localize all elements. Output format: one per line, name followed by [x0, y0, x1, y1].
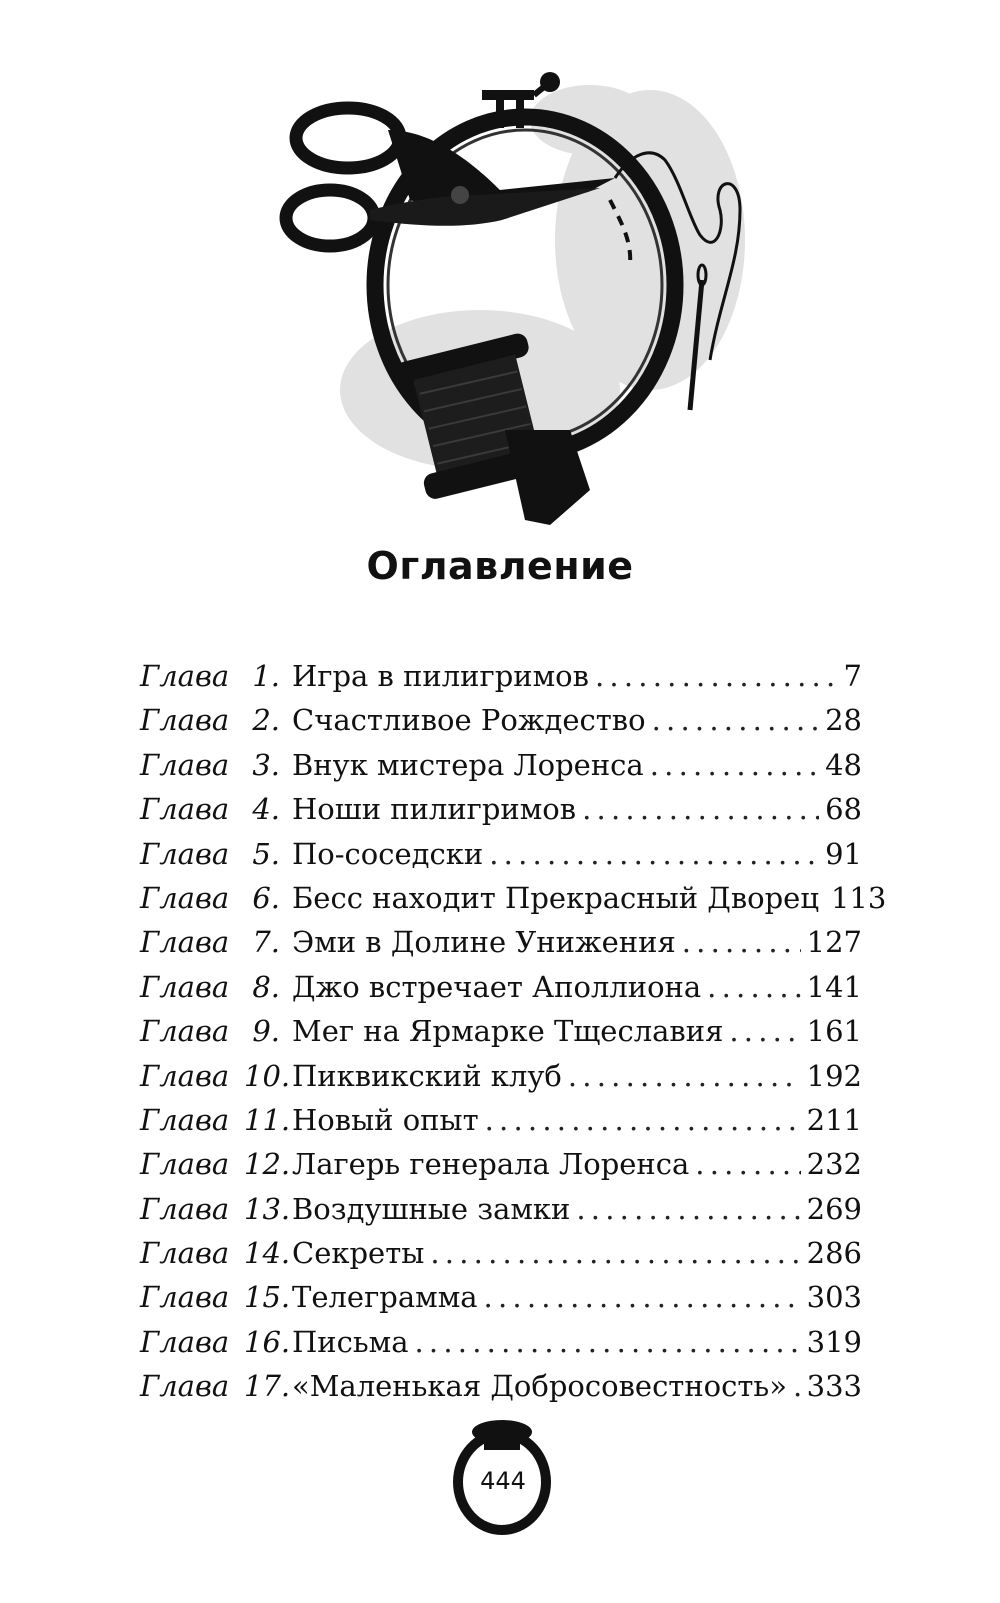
toc-entry — [140, 1098, 862, 1142]
chapter-title: Счастливое Рождество — [292, 703, 646, 738]
chapter-word: Глава — [140, 1102, 230, 1137]
chapter-title: Джо встречает Аполлиона — [292, 969, 702, 1004]
dot-leader — [793, 1364, 801, 1408]
dot-leader — [485, 1098, 801, 1142]
chapter-word: Глава — [140, 1236, 230, 1271]
toc-entry — [140, 787, 862, 831]
chapter-word: Глава — [140, 925, 230, 960]
chapter-word: Глава — [140, 659, 230, 693]
chapter-page: 161 — [806, 1014, 862, 1049]
dot-leader — [595, 654, 838, 698]
dot-leader — [682, 920, 801, 964]
dot-leader — [430, 1231, 800, 1275]
toc-entry — [140, 920, 862, 964]
dot-leader — [650, 743, 819, 787]
chapter-number: 11. — [244, 1102, 291, 1137]
dot-leader — [652, 698, 820, 742]
chapter-page: 28 — [825, 703, 862, 738]
chapter-title: Лагерь генерала Лоренса — [292, 1147, 690, 1182]
dot-leader — [695, 1142, 800, 1186]
toc-entry — [140, 1009, 862, 1053]
toc-entry — [140, 876, 887, 920]
chapter-word: Глава — [140, 703, 230, 738]
chapter-number: 15. — [244, 1280, 291, 1315]
chapter-title: Ноши пилигримов — [292, 792, 577, 827]
chapter-page: 68 — [825, 792, 862, 827]
toc-entry — [140, 965, 862, 1009]
chapter-page: 333 — [806, 1369, 862, 1404]
chapter-page: 269 — [806, 1191, 862, 1226]
chapter-word: Глава — [140, 1014, 230, 1049]
dot-leader — [489, 832, 819, 876]
toc-entry — [140, 698, 862, 742]
chapter-number: 3. — [252, 747, 280, 782]
chapter-number: 13. — [244, 1191, 291, 1226]
chapter-number: 4. — [252, 792, 280, 827]
chapter-title: Внук мистера Лоренса — [292, 747, 644, 782]
chapter-page: 91 — [825, 836, 862, 871]
chapter-word: Глава — [140, 1191, 230, 1226]
toc-entry — [140, 654, 862, 698]
chapter-page: 319 — [806, 1324, 862, 1359]
chapter-number: 10. — [244, 1058, 291, 1093]
chapter-title: По-соседски — [292, 836, 484, 871]
toc-entry — [140, 1054, 862, 1098]
chapter-title: Секреты — [292, 1236, 425, 1271]
chapter-number: 8. — [252, 969, 280, 1004]
chapter-word: Глава — [140, 747, 230, 782]
chapter-page: 286 — [806, 1236, 862, 1271]
embroidery-hoop-scissors-spool-icon — [270, 60, 770, 540]
chapter-number: 16. — [244, 1324, 291, 1359]
chapter-number: 9. — [252, 1014, 280, 1049]
chapter-title: Новый опыт — [292, 1102, 479, 1137]
chapter-word: Глава — [140, 1058, 230, 1093]
toc-title: Оглавление — [366, 544, 634, 588]
chapter-title: Воздушные замки — [292, 1191, 571, 1226]
chapter-word: Глава — [140, 1324, 230, 1359]
chapter-title: Телеграмма — [292, 1280, 478, 1315]
chapter-word: Глава — [140, 836, 230, 871]
table-of-contents — [140, 654, 887, 1409]
chapter-page: 7 — [843, 659, 862, 693]
dot-leader — [576, 1187, 800, 1231]
chapter-number: 2. — [252, 703, 280, 738]
chapter-number: 5. — [252, 836, 280, 871]
chapter-title: Бесс находит Прекрасный Дворец — [292, 880, 819, 915]
chapter-word: Глава — [140, 1369, 230, 1404]
chapter-number: 1. — [252, 659, 280, 693]
chapter-page: 303 — [806, 1280, 862, 1315]
toc-entry — [140, 1187, 862, 1231]
chapter-word: Глава — [140, 969, 230, 1004]
toc-entry — [140, 832, 862, 876]
toc-entry — [140, 1231, 862, 1275]
chapter-number: 6. — [252, 880, 280, 915]
dot-leader — [707, 965, 800, 1009]
dot-leader — [484, 1275, 801, 1319]
chapter-title: Пиквикский клуб — [292, 1058, 562, 1093]
chapter-number: 7. — [252, 925, 280, 960]
page-number: 444 — [480, 1467, 526, 1495]
chapter-page: 192 — [806, 1058, 862, 1093]
chapter-word: Глава — [140, 792, 230, 827]
chapter-page: 141 — [806, 969, 862, 1004]
chapter-word: Глава — [140, 1280, 230, 1315]
dot-leader — [415, 1320, 801, 1364]
chapter-number: 12. — [244, 1147, 291, 1182]
chapter-number: 17. — [244, 1369, 291, 1404]
chapter-word: Глава — [140, 1147, 230, 1182]
chapter-page: 127 — [806, 925, 862, 960]
toc-entry — [140, 1142, 862, 1186]
toc-entry — [140, 1364, 862, 1408]
toc-entry — [140, 1320, 862, 1364]
chapter-title: Эми в Долине Унижения — [292, 925, 676, 960]
chapter-title: «Маленькая Добросовестность» — [292, 1369, 787, 1404]
chapter-title: Мег на Ярмарке Тщеславия — [292, 1014, 724, 1049]
chapter-page: 232 — [806, 1147, 862, 1182]
dot-leader — [729, 1009, 800, 1053]
dot-leader — [582, 787, 819, 831]
toc-entry — [140, 1275, 862, 1319]
chapter-number: 14. — [244, 1236, 291, 1271]
chapter-page: 211 — [806, 1102, 862, 1137]
chapter-title: Письма — [292, 1324, 409, 1359]
chapter-page: 48 — [825, 747, 862, 782]
chapter-word: Глава — [140, 880, 230, 915]
chapter-page: 113 — [830, 880, 887, 915]
dot-leader — [568, 1054, 801, 1098]
toc-entry — [140, 743, 862, 787]
chapter-title: Игра в пилигримов — [292, 659, 589, 693]
